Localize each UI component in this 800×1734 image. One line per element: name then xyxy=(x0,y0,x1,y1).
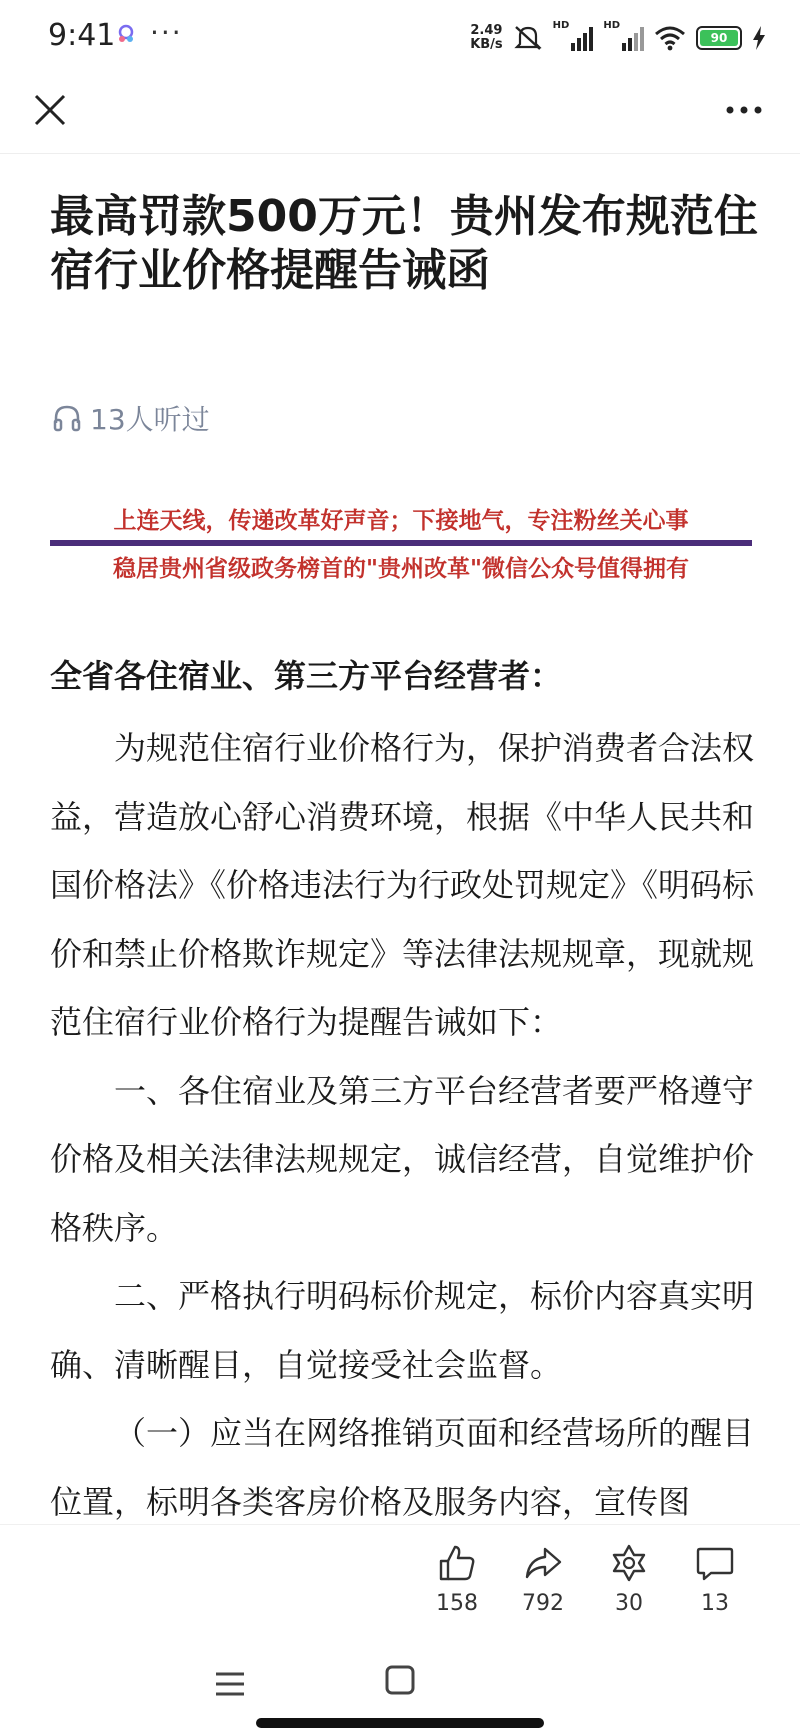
article-banner-image xyxy=(50,500,752,586)
battery-icon xyxy=(696,26,742,50)
like-button[interactable] xyxy=(422,1543,492,1616)
system-navigation-bar xyxy=(0,1634,800,1734)
banner-divider xyxy=(50,540,752,546)
banner-line-2: 稳居贵州省级政务榜首的"贵州改革"微信公众号值得拥有 xyxy=(113,555,689,582)
status-indicators xyxy=(470,20,766,56)
home-icon[interactable] xyxy=(384,1664,416,1696)
paragraph: 一、各住宿业及第三方平台经营者要严格遵守价格及相关法律法规规定，诚信经营，自觉维护价格秩序。 xyxy=(50,1071,755,1247)
share-button[interactable] xyxy=(508,1543,578,1616)
article-title: 最高罚款500万元！贵州发布规范住宿行业价格提醒告诫函 xyxy=(50,191,758,296)
more-options-icon[interactable] xyxy=(722,90,766,130)
menu-icon[interactable] xyxy=(214,1670,246,1698)
mute-icon xyxy=(513,24,543,52)
listen-count: 13人听过 xyxy=(90,403,210,436)
share-icon xyxy=(523,1543,563,1583)
gesture-handle[interactable] xyxy=(256,1718,544,1728)
hd-label-2: HD xyxy=(603,20,620,31)
article-top-bar xyxy=(0,76,800,154)
paragraph: 为规范住宿行业价格行为，保护消费者合法权益，营造放心舒心消费环境，根据《中华人民共和国价格法》《价格违法行为行政处罚规定》《明码标价和禁止价格欺诈规定》等法律法规规章，现就规范住宿行业价格行为提醒告诫如下： xyxy=(50,729,755,1041)
hd-label-1: HD xyxy=(552,20,570,31)
comment-button[interactable] xyxy=(680,1543,750,1616)
star-icon xyxy=(609,1543,649,1583)
status-time: 9:41 xyxy=(48,18,116,53)
close-icon[interactable] xyxy=(30,90,70,130)
article-body xyxy=(50,648,754,1536)
battery-level: 90 xyxy=(700,30,738,46)
more-notifications-icon: ··· xyxy=(150,16,183,49)
charging-icon xyxy=(752,26,766,50)
comment-icon xyxy=(695,1543,735,1583)
paragraph: 二、严格执行明码标价规定，标价内容真实明确、清晰醒目，自觉接受社会监督。 xyxy=(50,1277,755,1384)
banner-line-1: 上连天线，传递改革好声音；下接地气，专注粉丝关心事 xyxy=(113,507,689,534)
signal-icon-2 xyxy=(622,25,644,51)
network-speed-value: 2.49 xyxy=(470,23,503,38)
article-action-bar xyxy=(0,1524,800,1634)
headphones-icon xyxy=(52,403,82,433)
wifi-icon xyxy=(654,25,686,51)
favorite-count: 30 xyxy=(615,1591,643,1616)
app-notification-icon xyxy=(114,22,138,46)
like-count: 158 xyxy=(436,1591,478,1616)
share-count: 792 xyxy=(522,1591,564,1616)
favorite-button[interactable] xyxy=(594,1543,664,1616)
status-bar xyxy=(0,0,800,76)
paragraph: （一）应当在网络推销页面和经营场所的醒目位置，标明各类客房价格及服务内容，宣传图 xyxy=(50,1414,755,1521)
comment-count: 13 xyxy=(701,1591,729,1616)
network-speed-unit: KB/s xyxy=(470,37,503,52)
thumbs-up-icon xyxy=(437,1543,477,1583)
signal-icon-1 xyxy=(571,25,593,51)
network-speed xyxy=(470,24,502,52)
salutation: 全省各住宿业、第三方平台经营者： xyxy=(50,657,563,695)
listen-button[interactable] xyxy=(52,398,210,438)
